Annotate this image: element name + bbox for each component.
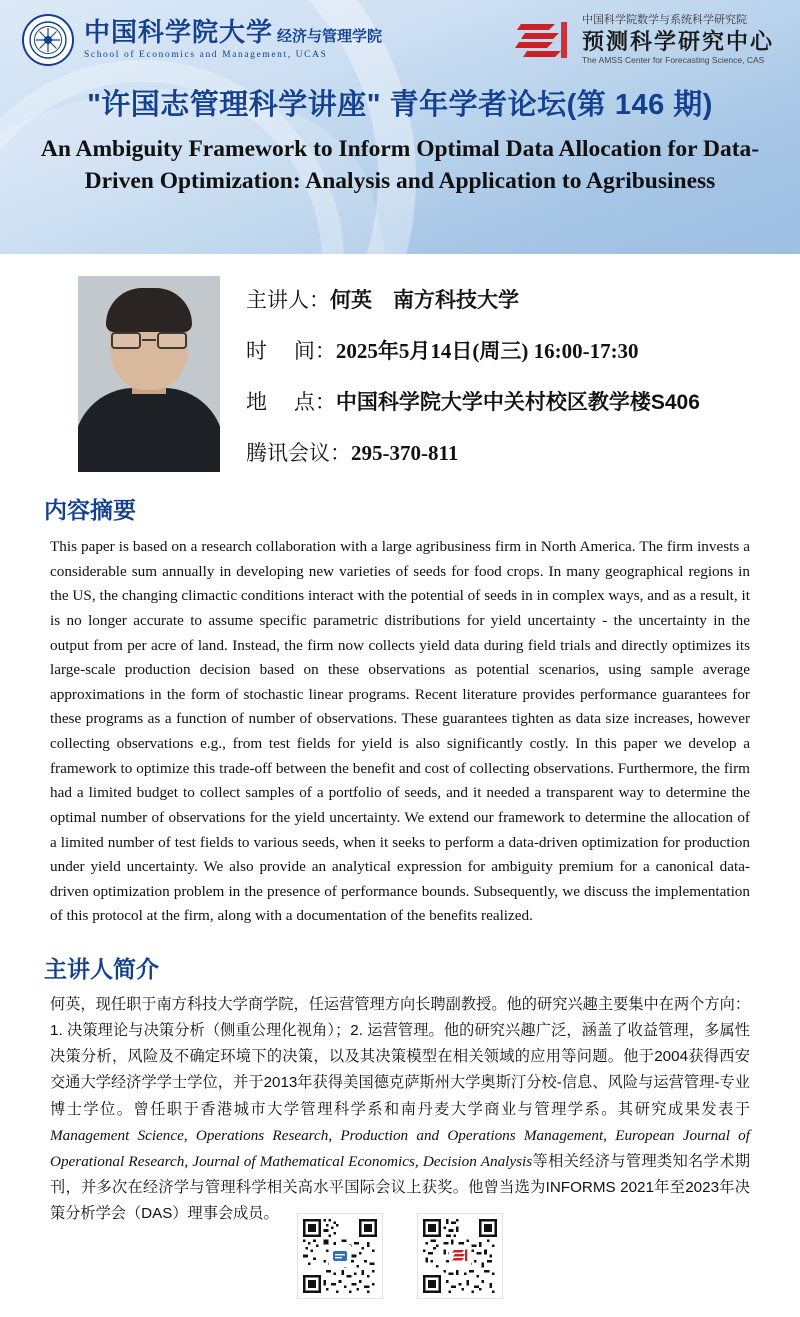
ucas-cn-sub: 经济与管理学院: [277, 29, 383, 46]
detail-location: [246, 386, 780, 416]
detail-meeting: [246, 437, 780, 467]
speaker-section: [0, 254, 800, 488]
logo-row: [0, 0, 800, 66]
talk-title: An Ambiguity Framework to Inform Optimal Data Allocation for Data-Driven Optimization: Analysis and Application to Agribusiness: [40, 136, 760, 195]
bio-journals: Management Science, Operations Research, Production and Operations Management, European Journal of Operational Research, Journal of Mathematical Economics, Decision Analysis: [50, 1126, 750, 1170]
detail-speaker: [246, 284, 780, 314]
ucas-cn-name: 中国科学院大学: [84, 18, 274, 48]
bio-heading: 主讲人简介: [44, 956, 159, 982]
detail-time-label: 时 间：: [246, 340, 336, 363]
abstract-body: This paper is based on a research collaboration with a large agribusiness firm in North America. The firm invests a considerable sum annually in developing new varieties of seeds for food crops. In many geographical regions in the US, the changing climactic conditions interact with the potential of seeds in in complex ways, and as a result, it is no longer accurate to assume specific parametric distributions for yield uncertainty - the uncertainty in the output from per acre of land. Instead, the firm now collects yield data during field trials and directly optimizes its large-scale production decision based on these observations as potential scenarios, using sample average approximations in the form of stochastic linear programs. Recent literature provides performance guarantees for these programs as a function of number of observations. These guarantees tighten as data size increases, however collecting observations e.g., from test fields for yield is also significantly costly. In this paper we develop a framework to optimize this trade-off between the benefit and cost of collecting observations. Furthermore, the firm had a limited budget to collect samples of a portfolio of seeds, and it needed a transparent way to determine the optimal number of observations for the yield uncertainty. We extend our framework to determine the allocation of a limited number of test fields to various seeds, when it seeks to perform a data-driven optimization for production under yield uncertainty. We also provide an analytical expression for ambiguity premium for a canonical data-driven optimization problem in the presence of performance bounds. Subsequently, we discuss the implementation of this protocol at the firm, along with a documentation of the benefits realized.: [50, 538, 750, 925]
bio-part2: 等相关经济与管理类知名学术期刊，并多次在经济学与管理科学相关高水平国际会议上获奖。他曾当选为INFORMS 2021年至2023年决策分析学会（DAS）理事会成员。: [50, 1152, 751, 1223]
detail-location-label: 地 点：: [246, 391, 336, 414]
ucas-seal-icon: [22, 14, 74, 66]
talk-details: [246, 270, 800, 488]
ucas-logo: [22, 14, 382, 66]
abstract-heading: 内容摘要: [44, 497, 136, 523]
qr-code-left[interactable]: [297, 1213, 383, 1299]
bio-part1: 何英，现任职于南方科技大学商学院，任运营管理方向长聘副教授。他的研究兴趣主要集中在两个方向：1. 决策理论与决策分析（侧重公理化视角）；2. 运营管理。他的研究兴趣广泛，涵盖了收益管理，多属性决策分析，风险及不确定环境下的决策，以及其决策模型在相关领域的应用等问题。他于2004获得西安交通大学经济学学士学位，并于2013年获得美国德克萨斯州大学奥斯汀分校-信息、风险与运营管理-专业博士学位。曾任职于香港城市大学管理科学系和南丹麦大学商业与管理学系。其研究成果发表于: [50, 996, 750, 1118]
detail-meeting-value: 295-370-811: [351, 441, 459, 465]
speaker-portrait: [78, 276, 220, 472]
bio-body: [50, 992, 750, 1227]
amss-logo: [514, 14, 774, 66]
amss-wave-icon: [514, 17, 572, 63]
amss-line2: 预测科学研究中心: [581, 28, 774, 54]
detail-time-value: 2025年5月14日(周三) 16:00-17:30: [335, 339, 639, 363]
poster-header: [0, 0, 800, 254]
series-title: "许国志管理科学讲座" 青年学者论坛(第 146 期): [87, 89, 713, 121]
amss-wave-icon: [449, 1245, 471, 1267]
ucas-en-name: School of Economics and Management, UCAS: [84, 50, 328, 61]
detail-speaker-label: 主讲人：: [246, 289, 330, 312]
amss-line3: The AMSS Center for Forecasting Science, CAS: [581, 55, 765, 66]
amss-line1: 中国科学院数学与系统科学研究院: [581, 14, 747, 27]
detail-time: [246, 335, 780, 365]
qr-code-right[interactable]: [417, 1213, 503, 1299]
qr-code-row: [0, 1213, 800, 1299]
detail-location-value: 中国科学院大学中关村校区教学楼S406: [335, 391, 700, 414]
detail-meeting-label: 腾讯会议：: [246, 442, 351, 465]
detail-speaker-value: 何英 南方科技大学: [330, 289, 519, 312]
wechat-account-icon: [329, 1245, 351, 1267]
